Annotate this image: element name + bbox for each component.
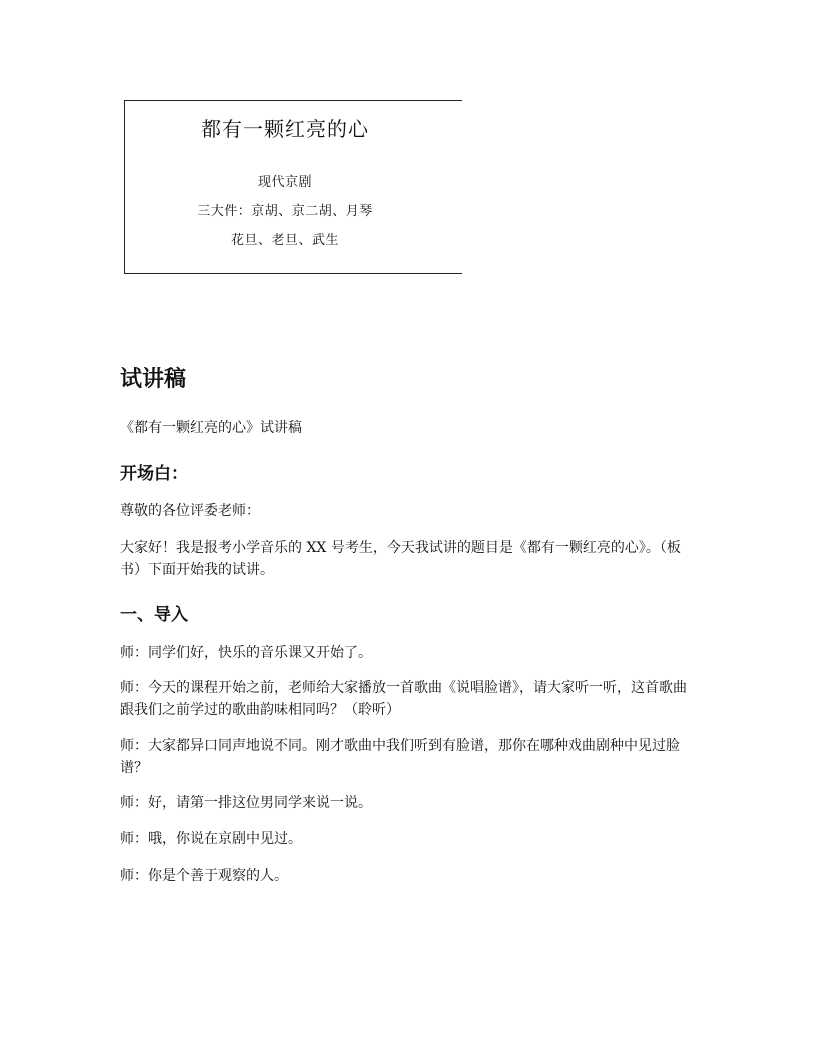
paragraph: 师：同学们好，快乐的音乐课又开始了。 bbox=[120, 645, 372, 661]
blackboard-box bbox=[124, 100, 462, 274]
board-title: 都有一颗红亮的心 bbox=[201, 117, 369, 141]
paragraph: 师：大家都异口同声地说不同。刚才歌曲中我们听到有脸谱，那你在哪种戏曲剧种中见过脸谱？ bbox=[120, 738, 680, 776]
paragraph: 师：今天的课程开始之前，老师给大家播放一首歌曲《说唱脸谱》，请大家听一听，这首歌曲跟我们之前学过的歌曲韵味相同吗？（聆听） bbox=[120, 680, 687, 718]
document-title: 试讲稿 bbox=[120, 367, 187, 392]
paragraph: 师：你是个善于观察的人。 bbox=[120, 868, 288, 884]
paragraph: 师：好，请第一排这位男同学来说一说。 bbox=[120, 795, 372, 811]
board-line-roles: 花旦、老旦、武生 bbox=[230, 233, 339, 248]
paragraph: 师：哦，你说在京剧中见过。 bbox=[120, 831, 302, 847]
greeting-paragraph: 尊敬的各位评委老师： bbox=[120, 503, 260, 519]
board-line-instruments: 三大件：京胡、京二胡、月琴 bbox=[197, 204, 373, 219]
opening-heading: 开场白： bbox=[120, 464, 188, 484]
document-subtitle: 《都有一颗红亮的心》试讲稿 bbox=[120, 420, 302, 436]
section1-heading: 一、导入 bbox=[120, 605, 188, 625]
intro-paragraph: 大家好！我是报考小学音乐的 XX 号考生，今天我试讲的题目是《都有一颗红亮的心》。（板书）下面开始我的试讲。 bbox=[120, 540, 681, 578]
board-line-genre: 现代京剧 bbox=[257, 175, 312, 190]
